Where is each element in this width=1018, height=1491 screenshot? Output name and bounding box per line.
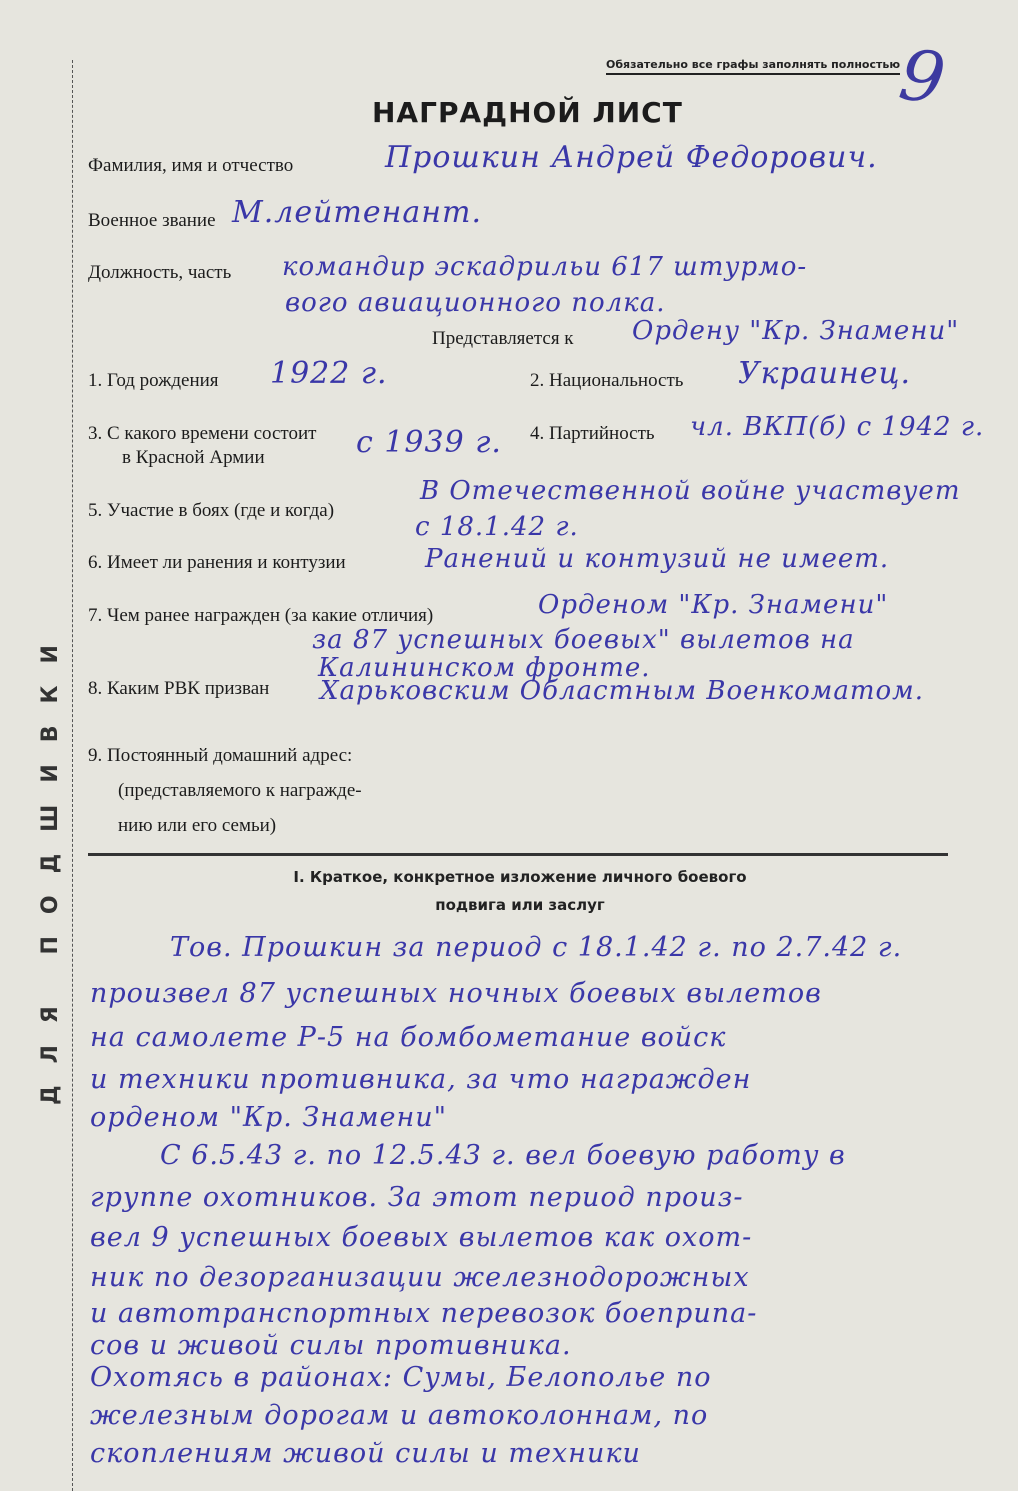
narrative-line: скоплениям живой силы и техники <box>90 1438 641 1469</box>
handwritten-page-number: 9 <box>894 33 951 121</box>
army-since-value: с 1939 г. <box>356 425 502 460</box>
fill-instruction-note: Обязательно все графы заполнять полностью <box>606 58 900 75</box>
narrative-line: группе охотников. За этот период произ- <box>90 1182 744 1213</box>
narrative-line: С 6.5.43 г. по 12.5.43 г. вел боевую работу в <box>160 1140 846 1171</box>
army-since-label-line1: 3. С какого времени состоит <box>88 423 317 444</box>
section-title-line2: подвига или заслуг <box>435 896 605 914</box>
party-label: 4. Партийность <box>530 423 655 444</box>
previous-awards-value-line1: Орденом "Кр. Знамени" <box>538 590 889 620</box>
narrative-line: ник по дезорганизации железнодорожных <box>90 1262 750 1293</box>
rank-value: М.лейтенант. <box>232 195 483 230</box>
fio-value: Прошкин Андрей Федорович. <box>385 140 878 175</box>
narrative-line: вел 9 успешных боевых вылетов как охот- <box>90 1222 753 1253</box>
previous-awards-value-line2: за 87 успешных боевых" вылетов на <box>312 625 855 655</box>
nationality-label: 2. Национальность <box>530 370 684 391</box>
battles-value-line1: В Отечественной войне участвует <box>420 476 961 506</box>
army-since-label-line2: в Красной Армии <box>122 447 265 468</box>
wounds-label: 6. Имеет ли ранения и контузии <box>88 552 346 573</box>
wounds-value: Ранений и контузий не имеет. <box>425 544 890 574</box>
narrative-line: и техники противника, за что награжден <box>90 1064 752 1095</box>
nominated-value: Ордену "Кр. Знамени" <box>632 316 960 346</box>
narrative-line: сов и живой силы противника. <box>90 1330 572 1361</box>
address-label-line2: (представляемого к награжде- <box>118 780 362 801</box>
narrative-line: орденом "Кр. Знамени" <box>90 1102 448 1133</box>
narrative-line: и автотранспортных перевозок боеприпа- <box>90 1298 758 1329</box>
narrative-line: Охотясь в районах: Сумы, Белополье по <box>90 1362 712 1393</box>
position-value-line2: вого авиационного полка. <box>285 288 666 318</box>
narrative-line: железным дорогам и автоколоннам, по <box>90 1400 709 1431</box>
position-value-line1: командир эскадрильи 617 штурмо- <box>282 252 808 282</box>
birth-year-value: 1922 г. <box>270 356 388 391</box>
section-divider <box>88 853 948 856</box>
nominated-label: Представляется к <box>432 328 574 349</box>
address-label-line1: 9. Постоянный домашний адрес: <box>88 745 353 766</box>
fio-label: Фамилия, имя и отчество <box>88 155 294 176</box>
position-label: Должность, часть <box>88 262 232 283</box>
rvk-value: Харьковским Областным Военкоматом. <box>320 676 924 706</box>
address-label-line3: нию или его семьи) <box>118 815 277 836</box>
party-value: чл. ВКП(б) с 1942 г. <box>690 412 985 442</box>
section-title-line1: I. Краткое, конкретное изложение личного боевого <box>293 868 747 886</box>
narrative-line: на самолете Р-5 на бомбометание войск <box>90 1022 727 1053</box>
narrative-line: Тов. Прошкин за период с 18.1.42 г. по 2.7.42 г. <box>170 932 903 963</box>
birth-year-label: 1. Год рождения <box>88 370 219 391</box>
binding-margin-line <box>72 60 73 1491</box>
rvk-label: 8. Каким РВК призван <box>88 678 270 699</box>
nationality-value: Украинец. <box>738 356 911 391</box>
battles-label: 5. Участие в боях (где и когда) <box>88 500 335 521</box>
previous-awards-value-line3: Калининском фронте. <box>318 653 651 683</box>
previous-awards-label: 7. Чем ранее награжден (за какие отличия) <box>88 605 434 626</box>
narrative-line: произвел 87 успешных ночных боевых вылетов <box>90 978 822 1009</box>
binding-margin-text: ДЛЯ ПОДШИВКИ <box>38 623 63 1105</box>
document-title: НАГРАДНОЙ ЛИСТ <box>372 96 683 129</box>
rank-label: Военное звание <box>88 210 216 231</box>
battles-value-line2: с 18.1.42 г. <box>415 512 579 542</box>
